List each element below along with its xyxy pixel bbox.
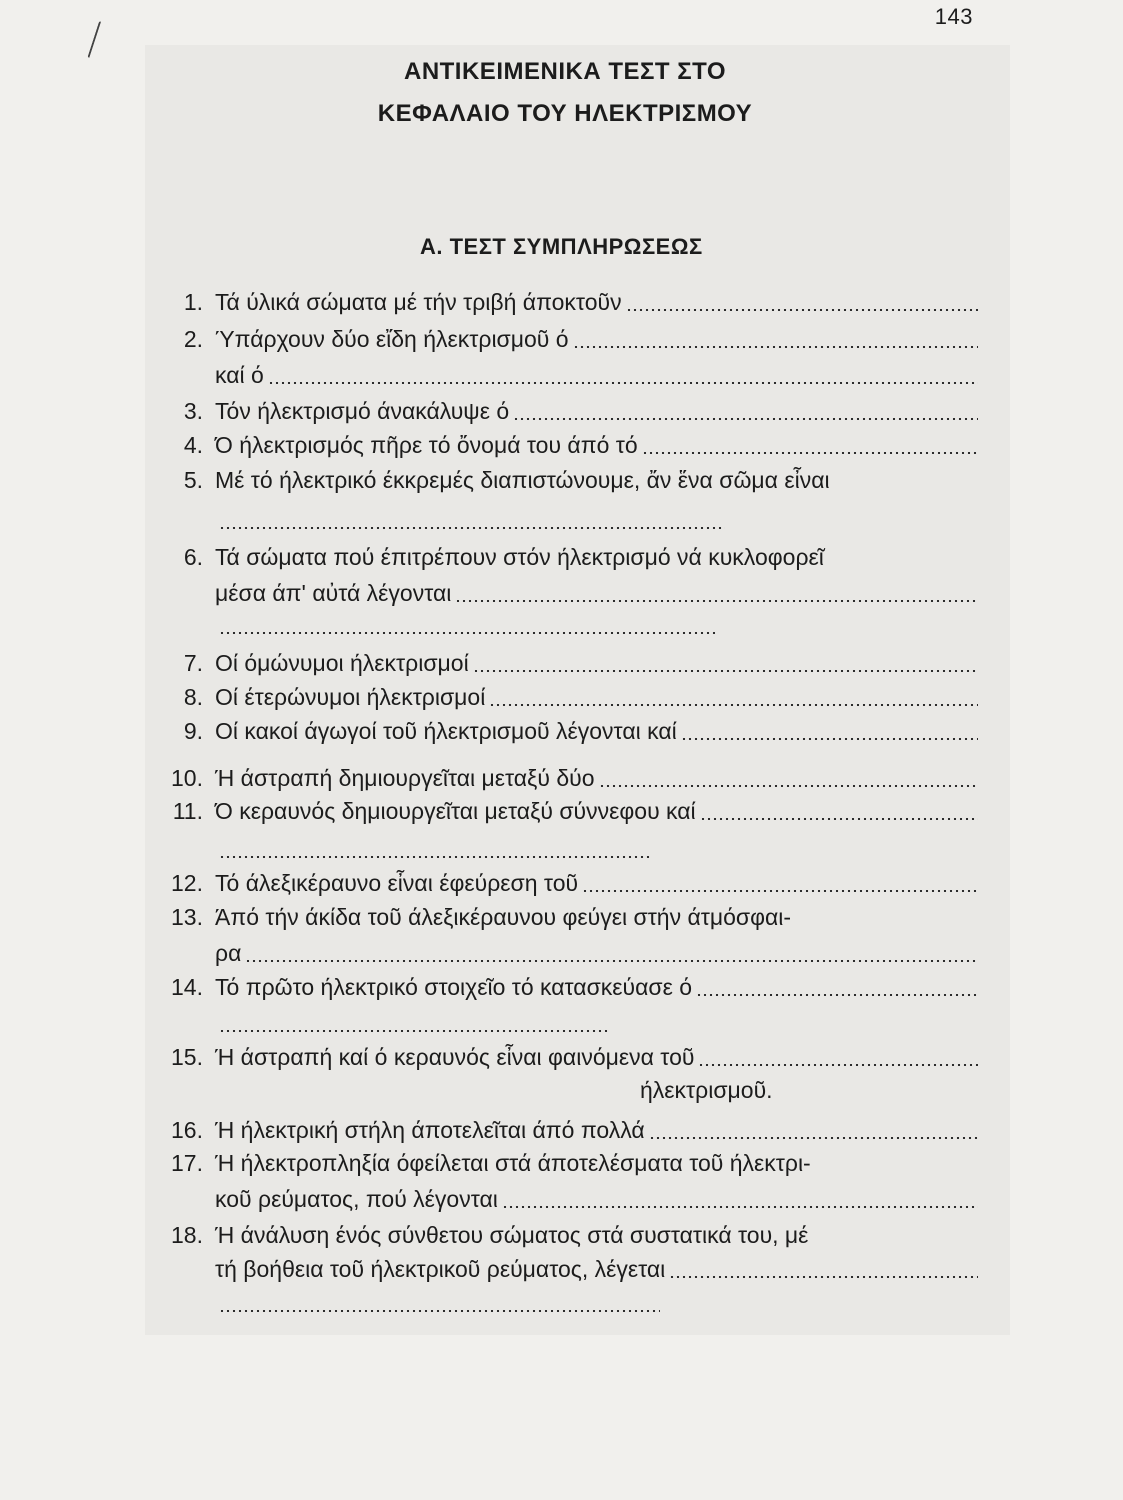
item-number: 10. [171, 765, 203, 791]
section-title: Α. ΤΕΣΤ ΣΥΜΠΛΗΡΩΣΕΩΣ [420, 234, 703, 259]
answer-blank [649, 1137, 978, 1139]
list-item-continuation [215, 834, 650, 864]
item-text: ήλεκτρισμοῦ. [640, 1077, 773, 1103]
list-item [171, 1220, 978, 1250]
answer-blank [219, 856, 650, 858]
item-text: τή βοήθεια τοῦ ήλεκτρικοῦ ρεύματος, λέγεται [215, 1256, 666, 1282]
item-text: Ό κεραυνός δημιουργεῖται μεταξύ σύννεφου καί [215, 798, 696, 824]
list-item [183, 430, 978, 460]
item-number: 11. [172, 798, 203, 824]
item-text: ρα [215, 940, 242, 966]
chapter-title-line2: ΚΕΦΑΛΑΙΟ ΤΟΥ ΗΛΕΚΤΡΙΣΜΟΥ [377, 100, 753, 127]
item-text: Οί κακοί άγωγοί τοῦ ήλεκτρισμοῦ λέγονται καί [215, 718, 677, 744]
item-number: 12. [171, 870, 203, 896]
answer-blank [513, 418, 978, 420]
list-item [171, 763, 978, 793]
item-text: Ή άστραπή δημιουργεῖται μεταξύ δύο [215, 765, 595, 791]
list-item [183, 542, 978, 572]
list-item-continuation [215, 505, 725, 535]
answer-blank [642, 452, 978, 454]
item-text: Τό πρῶτο ήλεκτρικό στοιχεῖο τό κατασκεύασε ό [215, 974, 693, 1000]
item-number: 8. [183, 684, 203, 710]
list-item [171, 972, 978, 1002]
item-number: 5. [183, 467, 203, 493]
answer-blank [219, 1310, 660, 1312]
item-text: καί ό [215, 362, 264, 388]
answer-blank [219, 527, 725, 529]
answer-blank [582, 890, 978, 892]
list-item-continuation [215, 1288, 660, 1318]
list-item [183, 682, 978, 712]
answer-blank [599, 785, 979, 787]
answer-blank [268, 382, 978, 384]
item-number: 2. [183, 326, 203, 352]
chapter-title-line1: ΑΝΤΙΚΕΙΜΕΝΙΚΑ ΤΕΣΤ ΣΤΟ [403, 58, 727, 85]
answer-blank [700, 818, 978, 820]
list-item [183, 716, 978, 746]
list-item-continuation [215, 578, 978, 608]
list-item [183, 287, 978, 317]
list-item [171, 1042, 978, 1072]
item-text: μέσα άπ' αὐτά λέγονται [215, 580, 452, 606]
item-text: Ή ήλεκτρική στήλη άποτελεῖται άπό πολλά [215, 1117, 645, 1143]
pencil-mark [87, 21, 110, 61]
answer-blank [219, 1030, 610, 1032]
item-text: κοῦ ρεύματος, πού λέγονται [215, 1186, 498, 1212]
page-number: 143 [934, 4, 973, 29]
item-text: Ύπάρχουν δύο εἴδη ήλεκτρισμοῦ ό [215, 326, 569, 352]
answer-blank [681, 738, 978, 740]
item-text: Ή άστραπή καί ό κεραυνός εἶναι φαινόμενα τοῦ [215, 1044, 695, 1070]
item-number: 3. [183, 398, 203, 424]
item-number: 16. [171, 1117, 203, 1143]
answer-blank [455, 600, 978, 602]
answer-blank [473, 670, 978, 672]
answer-blank [626, 309, 978, 311]
item-text: Οί έτερώνυμοι ήλεκτρισμοί [215, 684, 486, 710]
answer-blank [245, 960, 978, 962]
list-item [171, 868, 978, 898]
list-item [172, 796, 978, 826]
item-number: 4. [183, 432, 203, 458]
list-item [183, 396, 978, 426]
item-text: Τόν ήλεκτρισμό άνακάλυψε ό [215, 398, 510, 424]
item-text: Μέ τό ήλεκτρικό έκκρεμές διαπιστώνουμε, ἄν ἕνα σῶμα εἶναι [215, 467, 830, 493]
item-number: 6. [183, 544, 203, 570]
answer-blank [219, 632, 715, 634]
answer-blank [573, 346, 978, 348]
item-text: Άπό τήν άκίδα τοῦ άλεξικέραυνου φεύγει στήν άτμόσφαι- [215, 904, 792, 930]
list-item-continuation [215, 610, 715, 640]
list-item-continuation [640, 1075, 840, 1105]
answer-blank [669, 1276, 978, 1278]
list-item-continuation [215, 938, 978, 968]
item-text: Τά ύλικά σώματα μέ τήν τριβή άποκτοῦν [215, 289, 622, 315]
item-number: 1. [183, 289, 203, 315]
list-item-continuation [215, 1254, 978, 1284]
item-number: 17. [171, 1150, 203, 1176]
answer-blank [489, 704, 978, 706]
answer-blank [502, 1206, 978, 1208]
answer-blank [696, 994, 978, 996]
list-item [183, 324, 978, 354]
item-text: Ή ήλεκτροπληξία όφείλεται στά άποτελέσματα τοῦ ήλεκτρι- [215, 1150, 811, 1176]
answer-blank [698, 1064, 978, 1066]
list-item-continuation [215, 360, 978, 390]
item-text: Οί όμώνυμοι ήλεκτρισμοί [215, 650, 469, 676]
item-number: 13. [171, 904, 203, 930]
item-number: 14. [171, 974, 203, 1000]
item-text: Τό άλεξικέραυνο εἶναι έφεύρεση τοῦ [215, 870, 579, 896]
list-item [171, 902, 978, 932]
list-item-continuation [215, 1008, 610, 1038]
item-number: 18. [171, 1222, 203, 1248]
item-number: 7. [183, 650, 203, 676]
item-number: 15. [171, 1044, 203, 1070]
item-text: Τά σώματα πού έπιτρέπουν στόν ήλεκτρισμό νά κυκλοφορεῖ [215, 544, 824, 570]
list-item [171, 1115, 978, 1145]
list-item [171, 1148, 978, 1178]
list-item [183, 648, 978, 678]
list-item-continuation [215, 1184, 978, 1214]
list-item [183, 465, 978, 495]
item-text: Ό ήλεκτρισμός πῆρε τό ὄνομά του άπό τό [215, 432, 638, 458]
item-text: Ή άνάλυση ένός σύνθετου σώματος στά συστατικά του, μέ [215, 1222, 809, 1248]
item-number: 9. [183, 718, 203, 744]
